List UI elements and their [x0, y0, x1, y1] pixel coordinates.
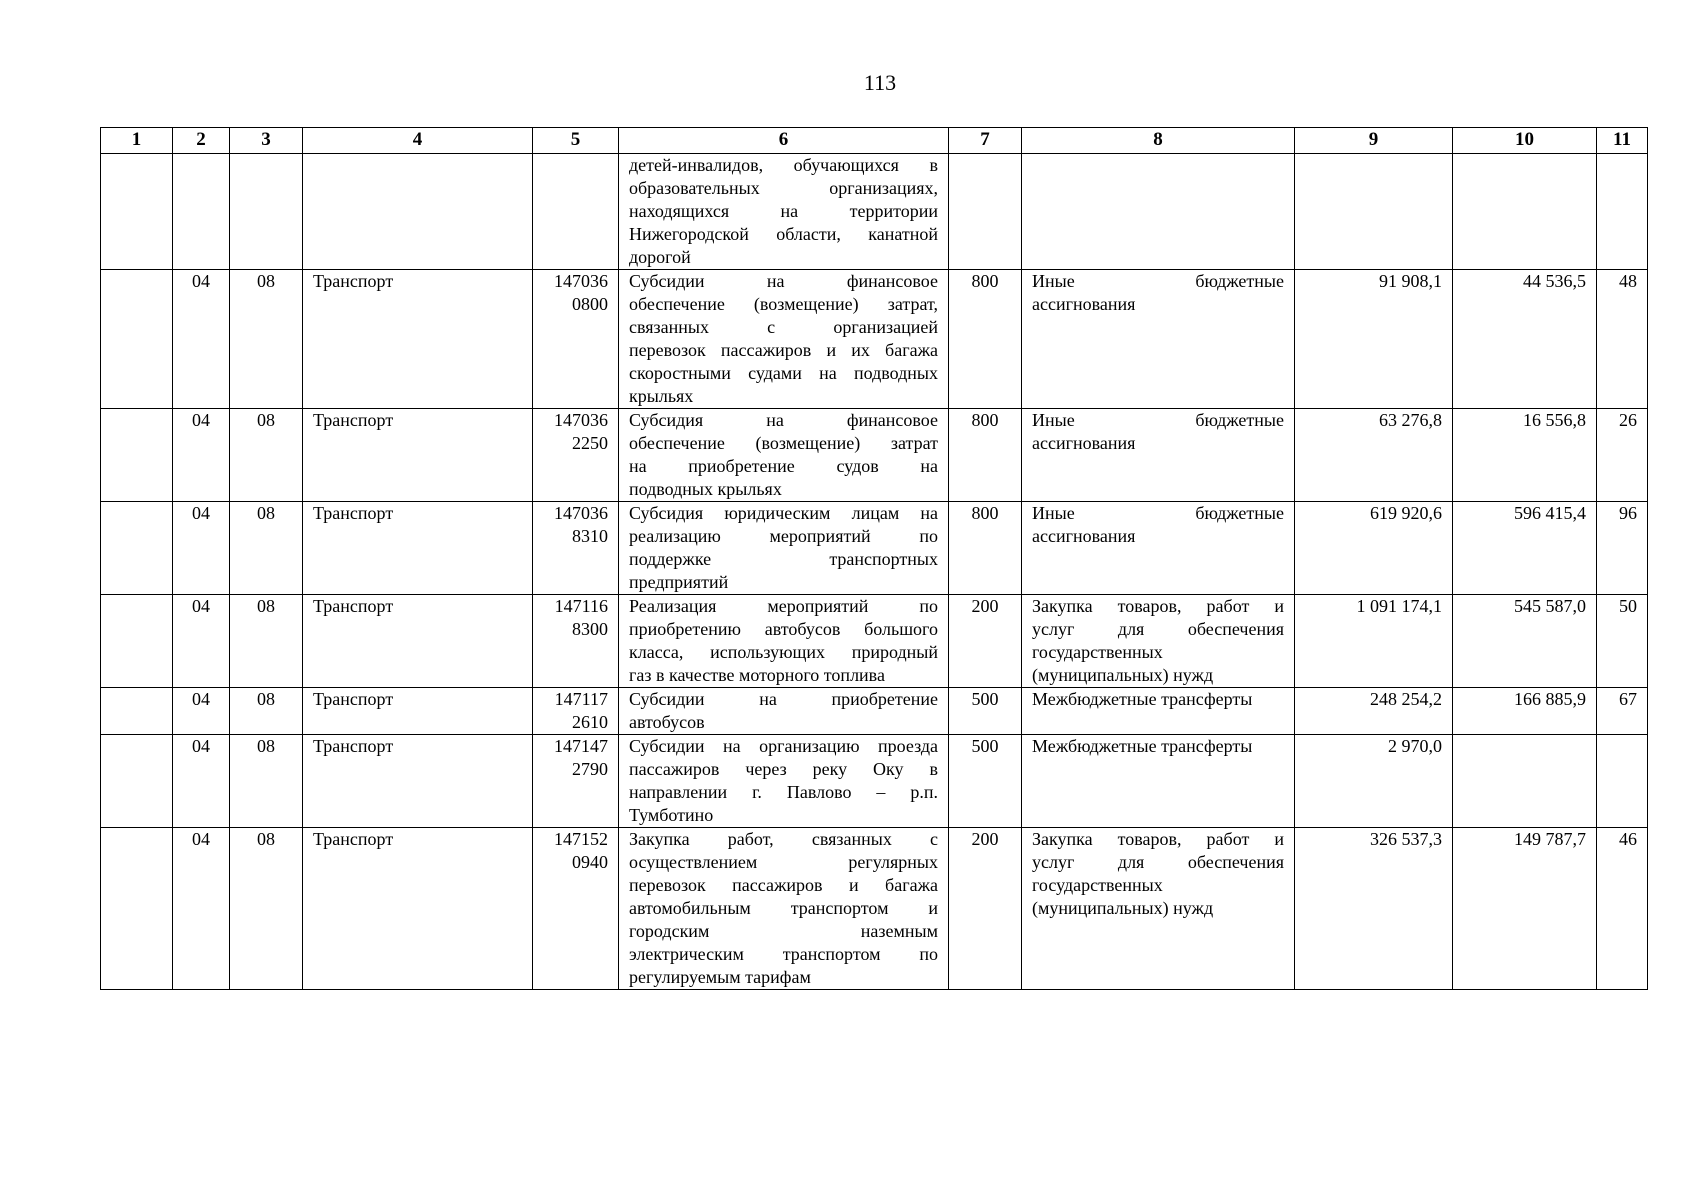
text-line: предприятий	[629, 572, 729, 592]
cell-subsection: 08	[230, 735, 303, 828]
code-part: 0800	[572, 294, 608, 314]
text-line: Закупка товаров, работ и	[1032, 829, 1284, 849]
code-part: 147116	[554, 596, 608, 616]
table-body	[101, 154, 1648, 990]
cell-expense-name	[1022, 502, 1295, 595]
code-part: 0940	[572, 852, 608, 872]
cell-name: Транспорт	[303, 502, 533, 595]
column-header: 10	[1453, 128, 1597, 154]
cell-target-code	[533, 828, 619, 990]
text-line: государственных	[1032, 642, 1163, 662]
text-line: Межбюджетные трансферты	[1032, 689, 1253, 709]
cell-percent: 96	[1597, 502, 1648, 595]
text-line: находящихся на территории	[629, 201, 938, 221]
cell-name	[303, 154, 533, 270]
cell-section: 04	[173, 595, 230, 688]
cell-name: Транспорт	[303, 735, 533, 828]
cell-target-code	[533, 502, 619, 595]
text-line: Тумботино	[629, 805, 714, 825]
cell-subsection: 08	[230, 688, 303, 735]
cell-col1	[101, 735, 173, 828]
cell-amount-total: 91 908,1	[1295, 270, 1453, 409]
text-line: связанных с организацией	[629, 317, 938, 337]
code-part: 147152	[554, 829, 608, 849]
cell-description	[619, 270, 949, 409]
cell-name: Транспорт	[303, 688, 533, 735]
cell-amount-total	[1295, 154, 1453, 270]
cell-expense-name	[1022, 688, 1295, 735]
cell-expense-type: 500	[949, 735, 1022, 828]
text-line: ассигнования	[1032, 294, 1136, 314]
text-line: образовательных организациях,	[629, 178, 938, 198]
text-line: Субсидии на финансовое	[629, 271, 938, 291]
cell-description	[619, 595, 949, 688]
text-line: регулируемым тарифам	[629, 967, 811, 987]
cell-expense-type: 800	[949, 409, 1022, 502]
cell-expense-name	[1022, 270, 1295, 409]
text-line: направлении г. Павлово – р.п.	[629, 782, 938, 802]
text-line: Иные бюджетные	[1032, 503, 1284, 523]
text-line: ассигнования	[1032, 526, 1136, 546]
text-line: на приобретение судов на	[629, 456, 938, 476]
code-part: 2250	[572, 433, 608, 453]
text-line: перевозок пассажиров и их багажа	[629, 340, 938, 360]
text-line: Иные бюджетные	[1032, 410, 1284, 430]
column-header: 9	[1295, 128, 1453, 154]
cell-name: Транспорт	[303, 595, 533, 688]
column-header: 7	[949, 128, 1022, 154]
column-header: 5	[533, 128, 619, 154]
cell-expense-type: 200	[949, 595, 1022, 688]
code-part: 147036	[554, 503, 608, 523]
text-line: Реализация мероприятий по	[629, 596, 938, 616]
table-row	[101, 735, 1648, 828]
cell-amount-total: 619 920,6	[1295, 502, 1453, 595]
cell-section: 04	[173, 688, 230, 735]
code-part: 8300	[572, 619, 608, 639]
header-row	[101, 128, 1648, 154]
column-header: 11	[1597, 128, 1648, 154]
cell-expense-name	[1022, 154, 1295, 270]
cell-expense-name	[1022, 409, 1295, 502]
cell-subsection: 08	[230, 828, 303, 990]
code-part: 8310	[572, 526, 608, 546]
text-line: ассигнования	[1032, 433, 1136, 453]
column-header: 1	[101, 128, 173, 154]
cell-amount-total: 63 276,8	[1295, 409, 1453, 502]
cell-amount-federal: 166 885,9	[1453, 688, 1597, 735]
table-row	[101, 409, 1648, 502]
text-line: автобусов	[629, 712, 705, 732]
cell-target-code	[533, 595, 619, 688]
text-line: дорогой	[629, 247, 691, 267]
cell-amount-total: 1 091 174,1	[1295, 595, 1453, 688]
cell-percent: 26	[1597, 409, 1648, 502]
cell-section: 04	[173, 735, 230, 828]
code-part: 147117	[554, 689, 608, 709]
text-line: подводных крыльях	[629, 479, 782, 499]
text-line: обеспечение (возмещение) затрат,	[629, 294, 938, 314]
cell-subsection: 08	[230, 595, 303, 688]
cell-amount-federal	[1453, 154, 1597, 270]
text-line: обеспечение (возмещение) затрат	[629, 433, 938, 453]
text-line: (муниципальных) нужд	[1032, 898, 1214, 918]
cell-amount-total: 326 537,3	[1295, 828, 1453, 990]
cell-description	[619, 409, 949, 502]
cell-amount-total: 2 970,0	[1295, 735, 1453, 828]
text-line: крыльях	[629, 386, 694, 406]
cell-amount-federal: 44 536,5	[1453, 270, 1597, 409]
cell-name: Транспорт	[303, 409, 533, 502]
cell-target-code	[533, 270, 619, 409]
code-part: 147036	[554, 410, 608, 430]
text-line: городским наземным	[629, 921, 938, 941]
text-line: приобретению автобусов большого	[629, 619, 938, 639]
cell-target-code	[533, 409, 619, 502]
cell-name: Транспорт	[303, 270, 533, 409]
cell-expense-type	[949, 154, 1022, 270]
cell-section: 04	[173, 502, 230, 595]
table-row	[101, 154, 1648, 270]
cell-subsection: 08	[230, 270, 303, 409]
cell-section	[173, 154, 230, 270]
cell-expense-name	[1022, 828, 1295, 990]
text-line: осуществлением регулярных	[629, 852, 938, 872]
cell-col1	[101, 154, 173, 270]
text-line: Закупка работ, связанных с	[629, 829, 938, 849]
text-line: Нижегородской области, канатной	[629, 224, 938, 244]
cell-expense-type: 500	[949, 688, 1022, 735]
text-line: Межбюджетные трансферты	[1032, 736, 1253, 756]
cell-subsection: 08	[230, 409, 303, 502]
cell-description	[619, 688, 949, 735]
cell-expense-type: 800	[949, 270, 1022, 409]
cell-target-code	[533, 735, 619, 828]
text-line: автомобильным транспортом и	[629, 898, 938, 918]
cell-percent	[1597, 154, 1648, 270]
text-line: поддержке транспортных	[629, 549, 938, 569]
column-header: 8	[1022, 128, 1295, 154]
text-line: услуг для обеспечения	[1032, 619, 1284, 639]
cell-section: 04	[173, 270, 230, 409]
text-line: Субсидия юридическим лицам на	[629, 503, 938, 523]
text-line: Закупка товаров, работ и	[1032, 596, 1284, 616]
column-header: 3	[230, 128, 303, 154]
cell-amount-federal: 16 556,8	[1453, 409, 1597, 502]
cell-percent: 46	[1597, 828, 1648, 990]
cell-percent: 67	[1597, 688, 1648, 735]
cell-description	[619, 828, 949, 990]
cell-amount-federal: 596 415,4	[1453, 502, 1597, 595]
budget-table	[100, 127, 1648, 990]
text-line: государственных	[1032, 875, 1163, 895]
cell-section: 04	[173, 828, 230, 990]
cell-percent: 48	[1597, 270, 1648, 409]
cell-col1	[101, 828, 173, 990]
table-row	[101, 688, 1648, 735]
cell-description	[619, 502, 949, 595]
text-line: Иные бюджетные	[1032, 271, 1284, 291]
cell-description	[619, 735, 949, 828]
code-part: 147147	[554, 736, 608, 756]
cell-amount-federal: 545 587,0	[1453, 595, 1597, 688]
cell-subsection	[230, 154, 303, 270]
text-line: Субсидия на финансовое	[629, 410, 938, 430]
column-header: 2	[173, 128, 230, 154]
text-line: газ в качестве моторного топлива	[629, 665, 885, 685]
cell-percent	[1597, 735, 1648, 828]
table-row	[101, 595, 1648, 688]
text-line: (муниципальных) нужд	[1032, 665, 1214, 685]
code-part: 147036	[554, 271, 608, 291]
text-line: услуг для обеспечения	[1032, 852, 1284, 872]
cell-col1	[101, 502, 173, 595]
cell-col1	[101, 270, 173, 409]
cell-percent: 50	[1597, 595, 1648, 688]
cell-amount-total: 248 254,2	[1295, 688, 1453, 735]
cell-amount-federal: 149 787,7	[1453, 828, 1597, 990]
text-line: пассажиров через реку Оку в	[629, 759, 938, 779]
code-part: 2790	[572, 759, 608, 779]
text-line: Субсидии на организацию проезда	[629, 736, 938, 756]
text-line: класса, использующих природный	[629, 642, 938, 662]
table-row	[101, 502, 1648, 595]
cell-target-code	[533, 154, 619, 270]
cell-name: Транспорт	[303, 828, 533, 990]
cell-subsection: 08	[230, 502, 303, 595]
text-line: электрическим транспортом по	[629, 944, 938, 964]
cell-col1	[101, 688, 173, 735]
text-line: реализацию мероприятий по	[629, 526, 938, 546]
cell-section: 04	[173, 409, 230, 502]
cell-expense-type: 200	[949, 828, 1022, 990]
text-line: Субсидии на приобретение	[629, 689, 938, 709]
cell-amount-federal	[1453, 735, 1597, 828]
table-row	[101, 828, 1648, 990]
table-row	[101, 270, 1648, 409]
page-number: 113	[863, 70, 897, 95]
cell-expense-name	[1022, 735, 1295, 828]
text-line: перевозок пассажиров и багажа	[629, 875, 938, 895]
cell-col1	[101, 595, 173, 688]
code-part: 2610	[572, 712, 608, 732]
column-header: 6	[619, 128, 949, 154]
cell-target-code	[533, 688, 619, 735]
cell-expense-type: 800	[949, 502, 1022, 595]
cell-description	[619, 154, 949, 270]
cell-expense-name	[1022, 595, 1295, 688]
text-line: скоростными судами на подводных	[629, 363, 938, 383]
cell-col1	[101, 409, 173, 502]
column-header: 4	[303, 128, 533, 154]
text-line: детей-инвалидов, обучающихся в	[629, 155, 938, 175]
